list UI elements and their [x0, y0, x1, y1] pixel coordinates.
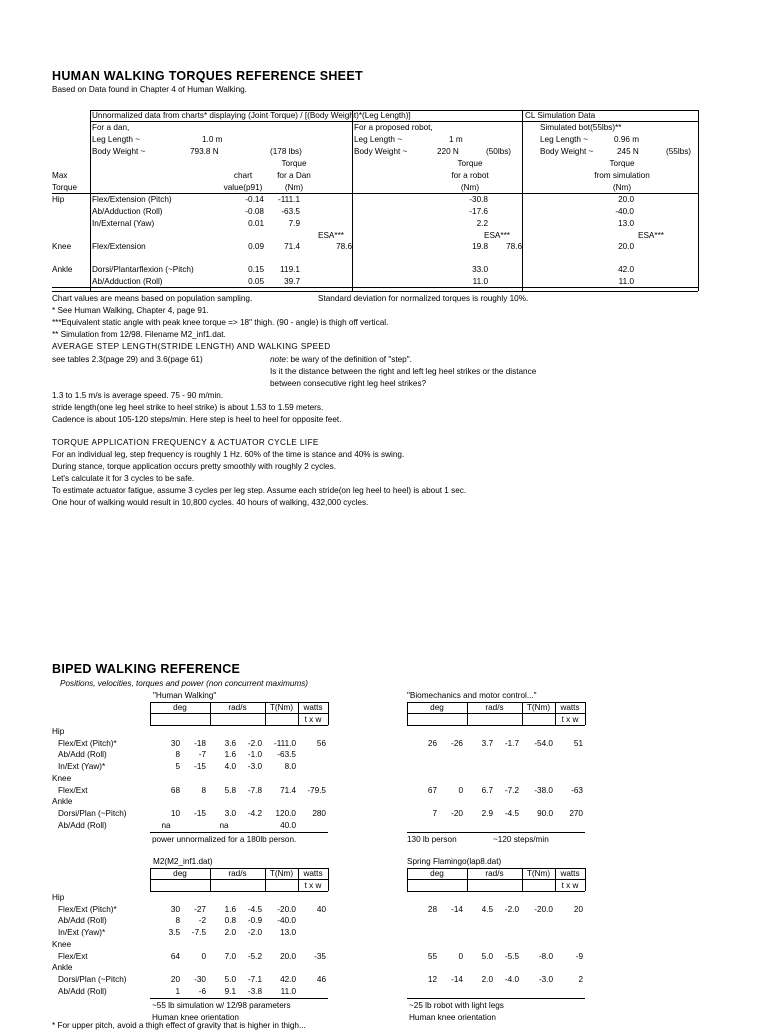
sim-leg-value: 0.96 m — [614, 135, 640, 144]
row-label: In/Ext (Yaw)* — [58, 762, 106, 772]
cutoff-note: * For upper pitch, avoid a thigh effect of gravity that is higher in thigh... — [52, 1021, 306, 1030]
dan-leg-label: Leg Length ~ — [92, 135, 141, 144]
biped-cell: 1.6 — [224, 750, 236, 760]
note-sim: ** Simulation from 12/98. Filename M2_inf1.dat. — [52, 330, 226, 339]
biped-cell: -20 — [451, 808, 463, 818]
table-footer-2: Human knee orientation — [409, 1013, 496, 1023]
row-motion: In/External (Yaw) — [92, 219, 155, 228]
torques-subtitle: Based on Data found in Chapter 4 of Human Walking. — [52, 85, 247, 94]
biped-cell: 20 — [573, 904, 583, 914]
row-dan: -111.1 — [278, 195, 300, 204]
row-robot: -17.6 — [469, 207, 488, 216]
row-label: Knee — [52, 939, 72, 949]
biped-cell: 13.0 — [280, 928, 296, 938]
step-title: AVERAGE STEP LENGTH(STRIDE LENGTH) AND WALKING SPEED — [52, 342, 331, 351]
biped-cell: -40.0 — [277, 916, 296, 926]
biped-cell: 30 — [170, 738, 180, 748]
biped-cell: -9 — [575, 951, 583, 961]
note-std-dev: Standard deviation for normalized torques is roughly 10%. — [318, 294, 529, 303]
table-source: "Human Walking" — [153, 691, 217, 700]
biped-cell: -20.0 — [534, 904, 553, 914]
esa-label-sim: ESA*** — [638, 231, 664, 240]
biped-cell: -3.8 — [247, 986, 262, 996]
biped-cell: -7.5 — [191, 928, 206, 938]
col-rob-torque: Torque — [457, 159, 483, 168]
note-see: * See Human Walking, Chapter 4, page 91. — [52, 306, 209, 315]
row-dan: 39.7 — [284, 277, 300, 286]
biped-cell: 46 — [316, 974, 326, 984]
biped-cell: -2.0 — [504, 904, 519, 914]
row-dan: -63.5 — [281, 207, 300, 216]
biped-cell: 280 — [312, 808, 326, 818]
hdr-tnm: T(Nm) — [269, 869, 294, 878]
hdr-deg: deg — [430, 703, 444, 712]
biped-cell: -111.0 — [274, 738, 296, 748]
row-label: Ab/Add (Roll) — [58, 820, 107, 830]
biped-cell: -0.9 — [247, 916, 262, 926]
row-label: Ab/Add (Roll) — [58, 986, 107, 996]
biped-bottom-border — [150, 832, 328, 833]
table-footer: 130 lb person — [407, 835, 457, 845]
table-footer: power unnormalized for a 180lb person. — [152, 835, 297, 845]
row-sim: 11.0 — [618, 277, 634, 286]
biped-cell: 3.5 — [168, 928, 180, 938]
robot-bw-label: Body Weight ~ — [354, 147, 408, 156]
row-chart: 0.01 — [248, 219, 264, 228]
hdr-txw: t x w — [304, 715, 322, 724]
biped-cell: -1.7 — [504, 738, 519, 748]
col-dan-for: for a Dan — [277, 171, 311, 180]
dan-for: For a dan, — [92, 123, 130, 132]
row-chart: -0.08 — [245, 207, 264, 216]
hdr-watts: watts — [303, 703, 323, 712]
biped-cell: -7.1 — [247, 974, 262, 984]
biped-cell: -38.0 — [534, 785, 553, 795]
row-robot: 2.2 — [476, 219, 488, 228]
biped-cell: -54.0 — [534, 738, 553, 748]
row-chart: 0.15 — [248, 265, 264, 274]
biped-cell: -5.2 — [247, 951, 262, 961]
robot-leg-label: Leg Length ~ — [354, 135, 403, 144]
row-dan: 119.1 — [280, 265, 300, 274]
see-tables: see tables 2.3(page 29) and 3.6(page 61) — [52, 355, 203, 364]
row-chart: 0.09 — [248, 242, 264, 251]
row-motion: Ab/Adduction (Roll) — [92, 277, 163, 286]
biped-cell: 11.0 — [280, 986, 296, 996]
biped-cell: 270 — [569, 808, 583, 818]
col-sim-from: from simulation — [594, 171, 650, 180]
biped-cell: 67 — [427, 785, 437, 795]
biped-cell: -3.0 — [538, 974, 553, 984]
biped-cell: 0 — [458, 951, 463, 961]
table-footer-2: ~120 steps/min — [493, 835, 549, 845]
biped-cell: -4.5 — [504, 808, 519, 818]
table-bottom-border — [52, 287, 698, 288]
torques-title: HUMAN WALKING TORQUES REFERENCE SHEET — [52, 69, 363, 83]
col-dan-torque: Torque — [281, 159, 307, 168]
biped-cell: 51 — [573, 738, 583, 748]
biped-cell: 26 — [427, 738, 437, 748]
table-bottom-border-double — [52, 291, 698, 292]
row-motion: Flex/Extension — [92, 242, 146, 251]
col-sim-torque: Torque — [609, 159, 635, 168]
biped-cell: -6 — [198, 986, 206, 996]
biped-bottom-border — [150, 998, 328, 999]
row-label: Dorsi/Plan (~Pitch) — [58, 974, 127, 984]
row-label: Hip — [52, 727, 65, 736]
robot-bw-value: 220 N — [437, 147, 459, 156]
biped-cell: 20 — [170, 974, 180, 984]
esa-label-robot: ESA*** — [484, 231, 510, 240]
row-label: Dorsi/Plan (~Pitch) — [58, 808, 127, 818]
biped-cell: 5.0 — [481, 951, 493, 961]
biped-cell: -8.0 — [538, 951, 553, 961]
col-sim-unit: (Nm) — [612, 183, 632, 192]
sim-bw-value: 245 N — [617, 147, 639, 156]
biped-cell: 5.0 — [224, 974, 236, 984]
biped-cell: 55 — [427, 951, 437, 961]
sim-bot: Simulated bot(55lbs)** — [540, 123, 622, 132]
row-robot-esa: 78.6 — [506, 242, 522, 251]
hdr-deg: deg — [430, 869, 444, 878]
biped-cell: -63.5 — [277, 750, 296, 760]
biped-cell: -1.0 — [247, 750, 262, 760]
row-joint: Knee — [52, 242, 72, 251]
hdr-txw: t x w — [304, 881, 322, 890]
row-sim: -40.0 — [615, 207, 634, 216]
biped-cell: 7 — [432, 808, 437, 818]
biped-cell: 0 — [201, 951, 206, 961]
biped-cell: 68 — [170, 785, 180, 795]
col-dan-unit: (Nm) — [284, 183, 304, 192]
row-label: Flex/Ext — [58, 785, 88, 795]
note-label: note — [270, 355, 286, 364]
row-motion: Dorsi/Plantarflexion (~Pitch) — [92, 265, 194, 274]
biped-cell: 0.8 — [224, 916, 236, 926]
biped-cell: -35 — [314, 951, 326, 961]
biped-cell: -3.0 — [247, 762, 262, 772]
biped-cell: -26 — [451, 738, 463, 748]
row-label: Ankle — [52, 963, 73, 973]
biped-cell: 7.0 — [224, 951, 236, 961]
row-robot: -30.8 — [469, 195, 488, 204]
biped-cell: 42.0 — [280, 974, 296, 984]
row-robot: 11.0 — [472, 277, 488, 286]
dan-leg-value: 1.0 m — [202, 135, 223, 144]
freq-line-3: Let's calculate it for 3 cycles to be safe. — [52, 474, 195, 483]
hdr-txw: t x w — [561, 881, 579, 890]
row-label: Flex/Ext — [58, 951, 88, 961]
row-sim: 20.0 — [618, 242, 634, 251]
col-divider — [90, 110, 91, 291]
table-source: M2(M2_inf1.dat) — [153, 857, 213, 866]
esa-label-dan: ESA*** — [318, 231, 344, 240]
biped-cell: 90.0 — [537, 808, 553, 818]
biped-cell: 8 — [175, 916, 180, 926]
biped-cell: 40.0 — [280, 820, 296, 830]
row-sim: 42.0 — [618, 265, 634, 274]
freq-title: TORQUE APPLICATION FREQUENCY & ACTUATOR CYCLE LIFE — [52, 438, 319, 447]
row-motion: Ab/Adduction (Roll) — [92, 207, 163, 216]
freq-line-4: To estimate actuator fatigue, assume 3 cycles per leg step. Assume each stride(on leg heel to heel) is about 1 sec. — [52, 486, 467, 495]
robot-bw-lbs: (50lbs) — [486, 147, 512, 156]
biped-cell: 1.6 — [224, 904, 236, 914]
col-divider — [352, 110, 353, 291]
biped-cell: -4.2 — [247, 808, 262, 818]
row-label: Knee — [52, 773, 72, 783]
table-footer: ~25 lb robot with light legs — [409, 1001, 504, 1011]
col-chart-p91: value(p91) — [223, 183, 263, 192]
biped-cell: 3.7 — [481, 738, 493, 748]
note-step-def — [270, 354, 412, 365]
biped-header-divider — [328, 868, 329, 891]
col-torque: Torque — [52, 183, 78, 192]
hdr-rads: rad/s — [485, 703, 504, 712]
biped-cell: -2.0 — [247, 928, 262, 938]
row-sim: 13.0 — [618, 219, 634, 228]
hdr-deg: deg — [173, 869, 187, 878]
biped-cell: 8.0 — [284, 762, 296, 772]
biped-cell: 8 — [175, 750, 180, 760]
biped-cell: 28 — [427, 904, 437, 914]
hdr-rads: rad/s — [485, 869, 504, 878]
biped-cell: -30 — [194, 974, 206, 984]
biped-title: BIPED WALKING REFERENCE — [52, 662, 241, 676]
col-max: Max — [52, 171, 68, 180]
biped-cell: 1 — [175, 986, 180, 996]
biped-subtitle: Positions, velocities, torques and power (non concurrent maximums) — [60, 679, 309, 688]
row-joint: Hip — [52, 195, 65, 204]
dan-bw-lbs: (178 lbs) — [270, 147, 302, 156]
biped-cell: -7.2 — [504, 785, 519, 795]
row-joint: Ankle — [52, 265, 73, 274]
biped-cell: 40 — [316, 904, 326, 914]
col-chart: chart — [233, 171, 253, 180]
hdr-tnm: T(Nm) — [269, 703, 294, 712]
biped-cell: -14 — [451, 904, 463, 914]
biped-cell: 8 — [201, 785, 206, 795]
biped-cell: 12 — [427, 974, 437, 984]
freq-line-2: During stance, torque application occurs pretty smoothly with roughly 2 cycles. — [52, 462, 336, 471]
biped-cell: -20.0 — [277, 904, 296, 914]
biped-header-bottom — [407, 725, 585, 726]
biped-cell: 2.0 — [224, 928, 236, 938]
biped-cell: 5 — [175, 762, 180, 772]
biped-cell: -5.5 — [504, 951, 519, 961]
biped-cell: 2 — [578, 974, 583, 984]
biped-header-bottom — [150, 725, 328, 726]
note-line-1: : be wary of the definition of "step". — [285, 355, 412, 364]
biped-cell: -63 — [571, 785, 583, 795]
row-robot: 33.0 — [472, 265, 488, 274]
note-esa: ***Equivalent static angle with peak knee torque => 18" thigh. (90 - angle) is thigh off vertical. — [52, 318, 389, 327]
row-label: Ab/Add (Roll) — [58, 750, 107, 760]
note-line-3: between consecutive right leg heel strikes? — [270, 379, 427, 388]
hdr-txw: t x w — [561, 715, 579, 724]
biped-cell: 5.8 — [224, 785, 236, 795]
biped-cell: 4.5 — [481, 904, 493, 914]
biped-cell: na — [219, 820, 229, 830]
hdr-watts: watts — [303, 869, 323, 878]
row-chart: 0.05 — [248, 277, 264, 286]
biped-cell: 2.0 — [481, 974, 493, 984]
biped-cell: -15 — [194, 808, 206, 818]
col-rob-for: for a robot — [451, 171, 489, 180]
row-label: In/Ext (Yaw)* — [58, 928, 106, 938]
note-cadence: Cadence is about 105-120 steps/min. Here step is heel to heel for opposite feet. — [52, 415, 342, 424]
row-label: Flex/Ext (Pitch)* — [58, 904, 117, 914]
biped-cell: 120.0 — [275, 808, 296, 818]
biped-cell: 64 — [170, 951, 180, 961]
header-cl-sim: CL Simulation Data — [525, 111, 596, 120]
robot-leg-value: 1 m — [449, 135, 463, 144]
biped-cell: -27 — [194, 904, 206, 914]
sim-leg-label: Leg Length ~ — [540, 135, 589, 144]
biped-cell: 3.0 — [224, 808, 236, 818]
biped-cell: -79.5 — [307, 785, 326, 795]
table-footer-2: Human knee orientation — [152, 1013, 239, 1023]
col-rob-unit: (Nm) — [460, 183, 480, 192]
dan-bw-value: 793.8 N — [190, 147, 219, 156]
biped-cell: 9.1 — [224, 986, 236, 996]
sim-bw-label: Body Weight ~ — [540, 147, 594, 156]
biped-cell: 0 — [458, 785, 463, 795]
biped-cell: -7 — [198, 750, 206, 760]
note-line-2: Is it the distance between the right and left leg heel strikes or the distance — [270, 367, 537, 376]
table-source: "Biomechanics and motor control..." — [407, 691, 537, 700]
row-dan: 71.4 — [284, 242, 300, 251]
hdr-rads: rad/s — [228, 703, 247, 712]
biped-cell: -2 — [198, 916, 206, 926]
row-motion: Flex/Extension (Pitch) — [92, 195, 172, 204]
col-divider — [698, 110, 699, 291]
biped-cell: 71.4 — [280, 785, 296, 795]
freq-line-5: One hour of walking would result in 10,800 cycles. 40 hours of walking, 432,000 cycles. — [52, 498, 369, 507]
row-dan: 7.9 — [288, 219, 300, 228]
biped-cell: na — [161, 820, 171, 830]
hdr-tnm: T(Nm) — [526, 703, 551, 712]
hdr-tnm: T(Nm) — [526, 869, 551, 878]
note-stride: stride length(one leg heel strike to heel strike) is about 1.53 to 1.59 meters. — [52, 403, 324, 412]
table-footer: ~55 lb simulation w/ 12/98 parameters — [152, 1001, 291, 1011]
row-dan-esa: 78.6 — [336, 242, 352, 251]
biped-cell: 56 — [316, 738, 326, 748]
note-speed: 1.3 to 1.5 m/s is average speed. 75 - 90 m/min. — [52, 391, 224, 400]
header-unnormalized: Unnormalized data from charts* displaying (Joint Torque) / [(Body Weight)*(Leg Length)] — [92, 111, 411, 120]
biped-cell: -15 — [194, 762, 206, 772]
row-label: Hip — [52, 893, 65, 902]
robot-for: For a proposed robot, — [354, 123, 433, 132]
biped-cell: 2.9 — [481, 808, 493, 818]
freq-line-1: For an individual leg, step frequency is roughly 1 Hz. 60% of the time is stance and 40% is swing. — [52, 450, 405, 459]
biped-cell: -4.0 — [504, 974, 519, 984]
biped-header-divider — [585, 868, 586, 891]
row-label: Ab/Add (Roll) — [58, 916, 107, 926]
biped-cell: -14 — [451, 974, 463, 984]
biped-header-divider — [585, 702, 586, 725]
hdr-watts: watts — [560, 703, 580, 712]
biped-bottom-border — [407, 998, 585, 999]
dan-bw-label: Body Weight ~ — [92, 147, 146, 156]
row-chart: -0.14 — [245, 195, 264, 204]
biped-cell: -7.8 — [247, 785, 262, 795]
row-sim: 20.0 — [618, 195, 634, 204]
biped-bottom-border — [407, 832, 585, 833]
hdr-deg: deg — [173, 703, 187, 712]
biped-cell: 6.7 — [481, 785, 493, 795]
table-source: Spring Flamingo(lap8.dat) — [407, 857, 502, 866]
biped-cell: 20.0 — [280, 951, 296, 961]
biped-cell: -18 — [194, 738, 206, 748]
sim-bw-lbs: (55lbs) — [666, 147, 692, 156]
biped-header-bottom — [150, 891, 328, 892]
biped-header-bottom — [407, 891, 585, 892]
note-chart-values: Chart values are means based on population sampling. — [52, 294, 253, 303]
biped-cell: 4.0 — [224, 762, 236, 772]
biped-cell: 3.6 — [224, 738, 236, 748]
biped-cell: 10 — [170, 808, 180, 818]
biped-cell: -4.5 — [247, 904, 262, 914]
row-label: Ankle — [52, 797, 73, 807]
biped-cell: 30 — [170, 904, 180, 914]
hdr-watts: watts — [560, 869, 580, 878]
biped-header-divider — [328, 702, 329, 725]
hdr-rads: rad/s — [228, 869, 247, 878]
row-label: Flex/Ext (Pitch)* — [58, 738, 117, 748]
col-divider — [522, 110, 523, 291]
row-robot: 19.8 — [472, 242, 488, 251]
biped-cell: -2.0 — [247, 738, 262, 748]
